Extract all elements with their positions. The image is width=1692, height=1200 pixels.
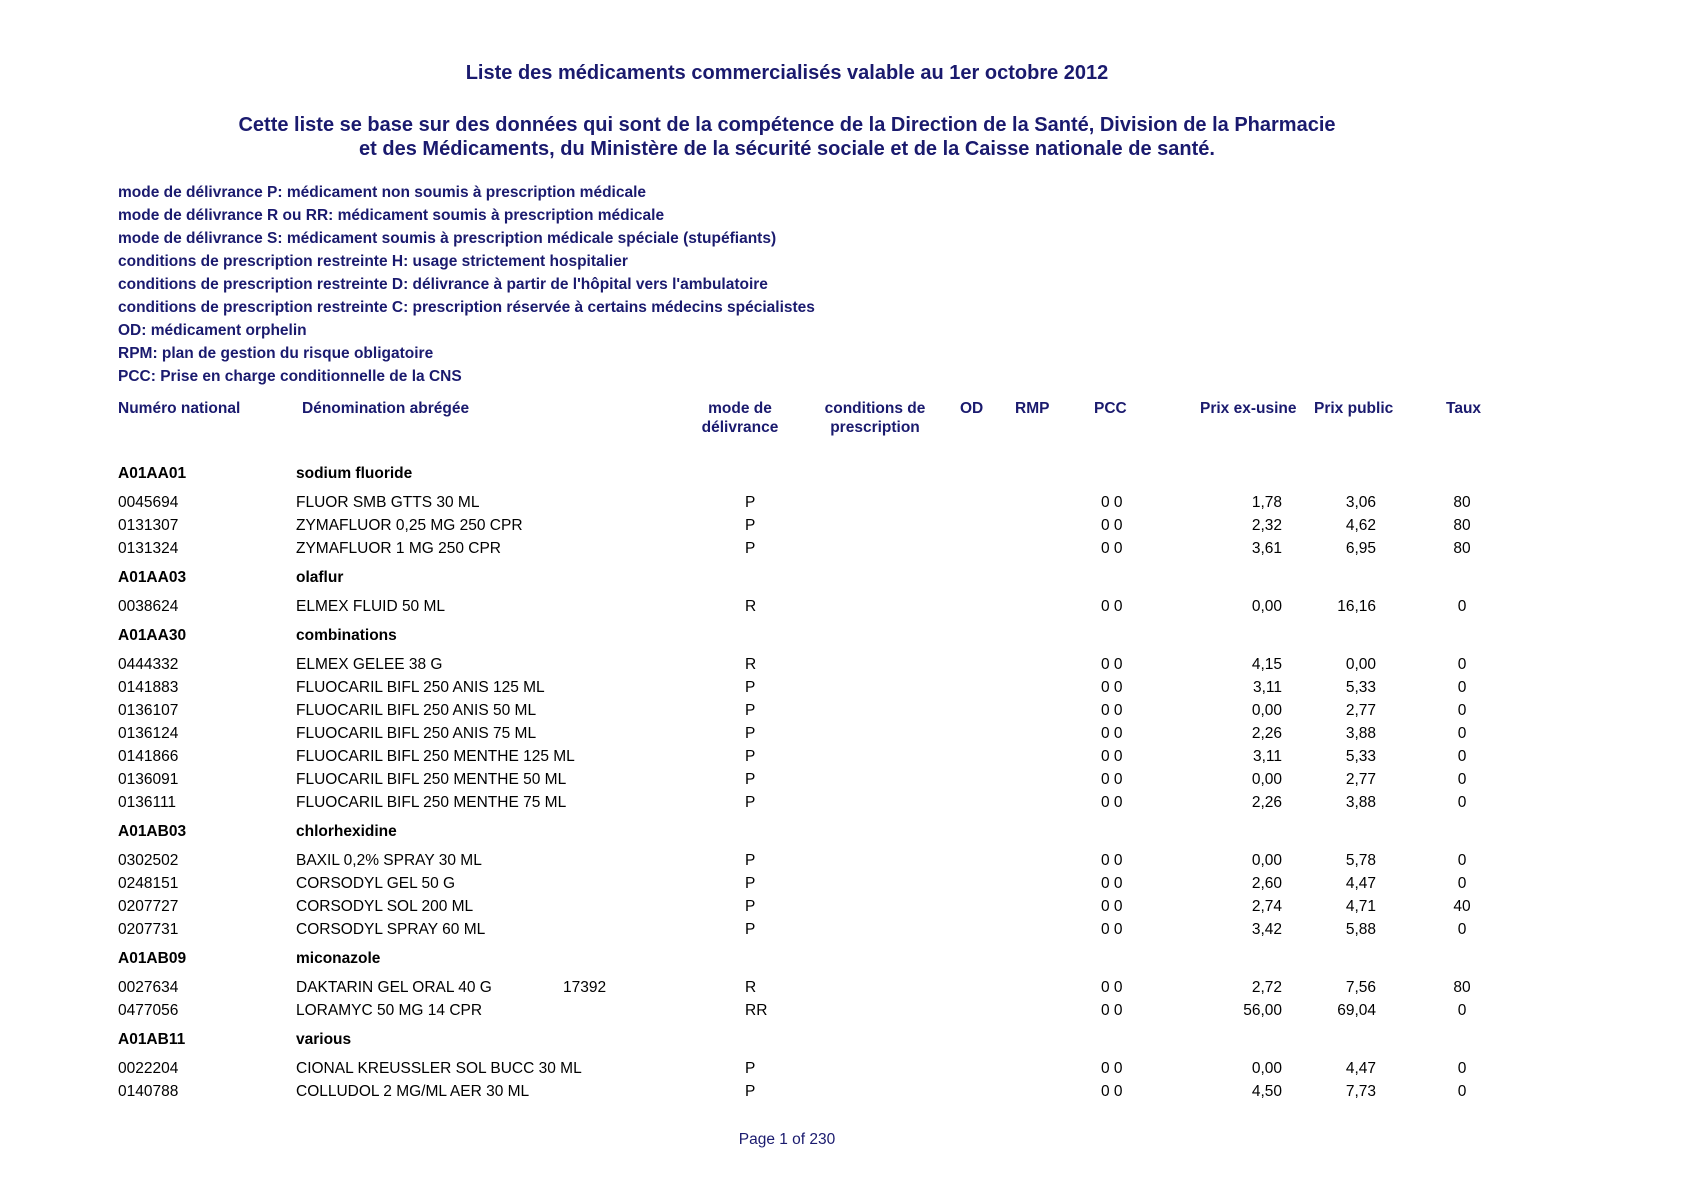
taux: 0: [1457, 921, 1467, 938]
legend-item: mode de délivrance S: médicament soumis à prescription médicale spéciale (stupéfiants): [118, 230, 777, 247]
denomination: LORAMYC 50 MG 14 CPR: [296, 1002, 483, 1019]
prix-public: 7,73: [1345, 1083, 1376, 1100]
denomination: FLUOCARIL BIFL 250 ANIS 50 ML: [296, 702, 537, 719]
page-title: Liste des médicaments commercialisés valable au 1er octobre 2012: [465, 62, 1109, 84]
header-prix-ex-usine: Prix ex-usine: [1200, 400, 1297, 417]
prix-ex-usine: 2,26: [1251, 725, 1282, 742]
table-row: [0, 595, 1692, 618]
taux: 0: [1457, 598, 1467, 615]
pcc-value: 0 0: [1101, 517, 1123, 534]
prix-public: 3,06: [1345, 494, 1376, 511]
prix-ex-usine: 3,42: [1251, 921, 1282, 938]
taux: 80: [1453, 494, 1471, 511]
table-row: [0, 1080, 1692, 1103]
prix-public: 0,00: [1345, 656, 1376, 673]
mode-delivrance: P: [745, 771, 756, 788]
prix-ex-usine: 0,00: [1251, 1060, 1282, 1077]
atc-code: A01AB09: [118, 950, 187, 967]
denomination: ZYMAFLUOR 1 MG 250 CPR: [296, 540, 501, 557]
table-row: [0, 491, 1692, 514]
prix-public: 7,56: [1345, 979, 1376, 996]
taux: 0: [1457, 656, 1467, 673]
prix-ex-usine: 0,00: [1251, 702, 1282, 719]
prix-ex-usine: 56,00: [1243, 1002, 1282, 1019]
denomination: CORSODYL GEL 50 G: [296, 875, 456, 892]
mode-delivrance: P: [745, 494, 756, 511]
pcc-value: 0 0: [1101, 656, 1123, 673]
numero-national: 0038624: [118, 598, 179, 615]
atc-code: A01AB03: [118, 823, 187, 840]
denomination: FLUOCARIL BIFL 250 ANIS 75 ML: [296, 725, 537, 742]
table-row: [0, 768, 1692, 791]
legend-item: OD: médicament orphelin: [118, 322, 307, 339]
table-row: [0, 653, 1692, 676]
pcc-value: 0 0: [1101, 494, 1123, 511]
pcc-value: 0 0: [1101, 1002, 1123, 1019]
denomination: FLUOR SMB GTTS 30 ML: [296, 494, 480, 511]
page-number: Page 1 of 230: [738, 1131, 836, 1148]
prix-public: 4,47: [1345, 875, 1376, 892]
substance-name: combinations: [296, 627, 397, 644]
pcc-value: 0 0: [1101, 875, 1123, 892]
group-row: [0, 462, 1692, 485]
mode-delivrance: P: [745, 852, 756, 869]
pcc-value: 0 0: [1101, 725, 1123, 742]
header-od: OD: [960, 400, 984, 417]
prix-ex-usine: 3,11: [1252, 748, 1282, 765]
table-row: [0, 676, 1692, 699]
substance-name: sodium fluoride: [296, 465, 413, 482]
prix-public: 16,16: [1337, 598, 1376, 615]
mode-delivrance: P: [745, 794, 756, 811]
table-row: [0, 999, 1692, 1022]
legend-item: RPM: plan de gestion du risque obligatoire: [118, 345, 434, 362]
numero-national: 0045694: [118, 494, 179, 511]
numero-national: 0136091: [118, 771, 179, 788]
pcc-value: 0 0: [1101, 679, 1123, 696]
numero-national: 0477056: [118, 1002, 179, 1019]
taux: 0: [1457, 794, 1467, 811]
numero-national: 0140788: [118, 1083, 179, 1100]
denomination: FLUOCARIL BIFL 250 ANIS 125 ML: [296, 679, 545, 696]
header-denomination: Dénomination abrégée: [302, 400, 470, 417]
extra-code: 17392: [563, 979, 607, 996]
atc-code: A01AA01: [118, 465, 187, 482]
substance-name: miconazole: [296, 950, 381, 967]
taux: 0: [1457, 1002, 1467, 1019]
header-rmp: RMP: [1015, 400, 1050, 417]
mode-delivrance: RR: [745, 1002, 768, 1019]
prix-ex-usine: 2,72: [1251, 979, 1282, 996]
denomination: FLUOCARIL BIFL 250 MENTHE 125 ML: [296, 748, 575, 765]
table-row: [0, 514, 1692, 537]
prix-ex-usine: 0,00: [1251, 771, 1282, 788]
substance-name: chlorhexidine: [296, 823, 397, 840]
table-row: [0, 976, 1692, 999]
mode-delivrance: R: [745, 656, 757, 673]
substance-name: olaflur: [296, 569, 344, 586]
mode-delivrance: P: [745, 748, 756, 765]
legend-item: conditions de prescription restreinte C: prescription réservée à certains médecins spécialistes: [118, 299, 815, 316]
denomination: ELMEX GELEE 38 G: [296, 656, 443, 673]
pcc-value: 0 0: [1101, 702, 1123, 719]
table-row: [0, 872, 1692, 895]
denomination: ELMEX FLUID 50 ML: [296, 598, 446, 615]
mode-delivrance: P: [745, 898, 756, 915]
taux: 80: [1453, 540, 1471, 557]
group-row: [0, 566, 1692, 589]
mode-delivrance: P: [745, 921, 756, 938]
legend-item: mode de délivrance R ou RR: médicament soumis à prescription médicale: [118, 207, 665, 224]
prix-ex-usine: 0,00: [1251, 598, 1282, 615]
header-prix-public: Prix public: [1314, 400, 1394, 417]
denomination: ZYMAFLUOR 0,25 MG 250 CPR: [296, 517, 523, 534]
legend-item: conditions de prescription restreinte D: délivrance à partir de l'hôpital vers l'ambulatoire: [118, 276, 768, 293]
numero-national: 0027634: [118, 979, 179, 996]
header-conditions-line-2: prescription: [830, 419, 920, 436]
legend-item: PCC: Prise en charge conditionnelle de la CNS: [118, 368, 462, 385]
prix-ex-usine: 0,00: [1251, 852, 1282, 869]
header-numero: Numéro national: [118, 400, 241, 417]
mode-delivrance: P: [745, 875, 756, 892]
pcc-value: 0 0: [1101, 852, 1123, 869]
group-row: [0, 947, 1692, 970]
numero-national: 0444332: [118, 656, 179, 673]
denomination: BAXIL 0,2% SPRAY 30 ML: [296, 852, 482, 869]
header-conditions-line-1: conditions de: [824, 400, 926, 417]
subtitle-line-2: et des Médicaments, du Ministère de la sécurité sociale et de la Caisse nationale de santé.: [359, 138, 1215, 160]
numero-national: 0136107: [118, 702, 179, 719]
table-row: [0, 895, 1692, 918]
prix-ex-usine: 3,61: [1251, 540, 1282, 557]
numero-national: 0022204: [118, 1060, 179, 1077]
prix-ex-usine: 2,74: [1251, 898, 1282, 915]
denomination: FLUOCARIL BIFL 250 MENTHE 50 ML: [296, 771, 567, 788]
prix-public: 2,77: [1345, 771, 1376, 788]
taux: 0: [1457, 1083, 1467, 1100]
numero-national: 0136111: [118, 794, 177, 811]
table-row: [0, 699, 1692, 722]
pcc-value: 0 0: [1101, 771, 1123, 788]
group-row: [0, 820, 1692, 843]
denomination: COLLUDOL 2 MG/ML AER 30 ML: [296, 1083, 530, 1100]
taux: 0: [1457, 748, 1467, 765]
prix-public: 5,78: [1345, 852, 1376, 869]
pcc-value: 0 0: [1101, 748, 1123, 765]
taux: 80: [1453, 517, 1471, 534]
prix-public: 5,33: [1345, 748, 1376, 765]
pcc-value: 0 0: [1101, 921, 1123, 938]
numero-national: 0207727: [118, 898, 179, 915]
numero-national: 0302502: [118, 852, 179, 869]
taux: 0: [1457, 771, 1467, 788]
prix-public: 4,47: [1345, 1060, 1376, 1077]
table-row: [0, 918, 1692, 941]
table-row: [0, 722, 1692, 745]
table-row: [0, 537, 1692, 560]
pcc-value: 0 0: [1101, 794, 1123, 811]
taux: 0: [1457, 875, 1467, 892]
mode-delivrance: P: [745, 540, 756, 557]
numero-national: 0141883: [118, 679, 179, 696]
pcc-value: 0 0: [1101, 1083, 1123, 1100]
table-row: [0, 745, 1692, 768]
prix-ex-usine: 1,78: [1251, 494, 1282, 511]
atc-code: A01AB11: [118, 1031, 186, 1048]
prix-public: 69,04: [1337, 1002, 1376, 1019]
pcc-value: 0 0: [1101, 598, 1123, 615]
prix-ex-usine: 2,32: [1251, 517, 1282, 534]
header-pcc: PCC: [1094, 400, 1127, 417]
taux: 0: [1457, 852, 1467, 869]
legend-item: conditions de prescription restreinte H: usage strictement hospitalier: [118, 253, 628, 270]
taux: 80: [1453, 979, 1471, 996]
denomination: DAKTARIN GEL ORAL 40 G: [296, 979, 492, 996]
prix-public: 5,88: [1345, 921, 1376, 938]
numero-national: 0207731: [118, 921, 179, 938]
mode-delivrance: P: [745, 725, 756, 742]
denomination: CORSODYL SPRAY 60 ML: [296, 921, 486, 938]
prix-ex-usine: 2,26: [1251, 794, 1282, 811]
atc-code: A01AA30: [118, 627, 187, 644]
table-row: [0, 849, 1692, 872]
substance-name: various: [296, 1031, 352, 1048]
numero-national: 0131307: [118, 517, 179, 534]
mode-delivrance: P: [745, 679, 756, 696]
prix-public: 4,71: [1345, 898, 1376, 915]
pcc-value: 0 0: [1101, 898, 1123, 915]
taux: 0: [1457, 725, 1467, 742]
mode-delivrance: R: [745, 979, 757, 996]
atc-code: A01AA03: [118, 569, 187, 586]
prix-public: 5,33: [1345, 679, 1376, 696]
pcc-value: 0 0: [1101, 979, 1123, 996]
numero-national: 0136124: [118, 725, 179, 742]
prix-ex-usine: 4,15: [1251, 656, 1282, 673]
prix-public: 2,77: [1345, 702, 1376, 719]
header-mode-line-2: délivrance: [701, 419, 779, 436]
mode-delivrance: P: [745, 1083, 756, 1100]
numero-national: 0141866: [118, 748, 179, 765]
mode-delivrance: P: [745, 1060, 756, 1077]
group-row: [0, 624, 1692, 647]
table-row: [0, 791, 1692, 814]
mode-delivrance: P: [745, 702, 756, 719]
group-row: [0, 1028, 1692, 1051]
prix-public: 3,88: [1345, 725, 1376, 742]
header-taux: Taux: [1446, 400, 1482, 417]
mode-delivrance: P: [745, 517, 756, 534]
prix-ex-usine: 2,60: [1251, 875, 1282, 892]
numero-national: 0131324: [118, 540, 179, 557]
subtitle-line-1: Cette liste se base sur des données qui sont de la compétence de la Direction de la Santé, Division de la Pharmacie: [238, 114, 1336, 136]
taux: 0: [1457, 679, 1467, 696]
prix-public: 4,62: [1345, 517, 1376, 534]
denomination: CIONAL KREUSSLER SOL BUCC 30 ML: [296, 1060, 582, 1077]
denomination: CORSODYL SOL 200 ML: [296, 898, 474, 915]
pcc-value: 0 0: [1101, 1060, 1123, 1077]
prix-ex-usine: 4,50: [1251, 1083, 1282, 1100]
table-row: [0, 1057, 1692, 1080]
taux: 0: [1457, 702, 1467, 719]
legend-item: mode de délivrance P: médicament non soumis à prescription médicale: [118, 184, 647, 201]
prix-ex-usine: 3,11: [1252, 679, 1282, 696]
mode-delivrance: R: [745, 598, 757, 615]
prix-public: 3,88: [1345, 794, 1376, 811]
denomination: FLUOCARIL BIFL 250 MENTHE 75 ML: [296, 794, 567, 811]
header-mode-line-1: mode de: [708, 400, 772, 417]
taux: 0: [1457, 1060, 1467, 1077]
prix-public: 6,95: [1345, 540, 1376, 557]
numero-national: 0248151: [118, 875, 179, 892]
taux: 40: [1453, 898, 1471, 915]
pcc-value: 0 0: [1101, 540, 1123, 557]
